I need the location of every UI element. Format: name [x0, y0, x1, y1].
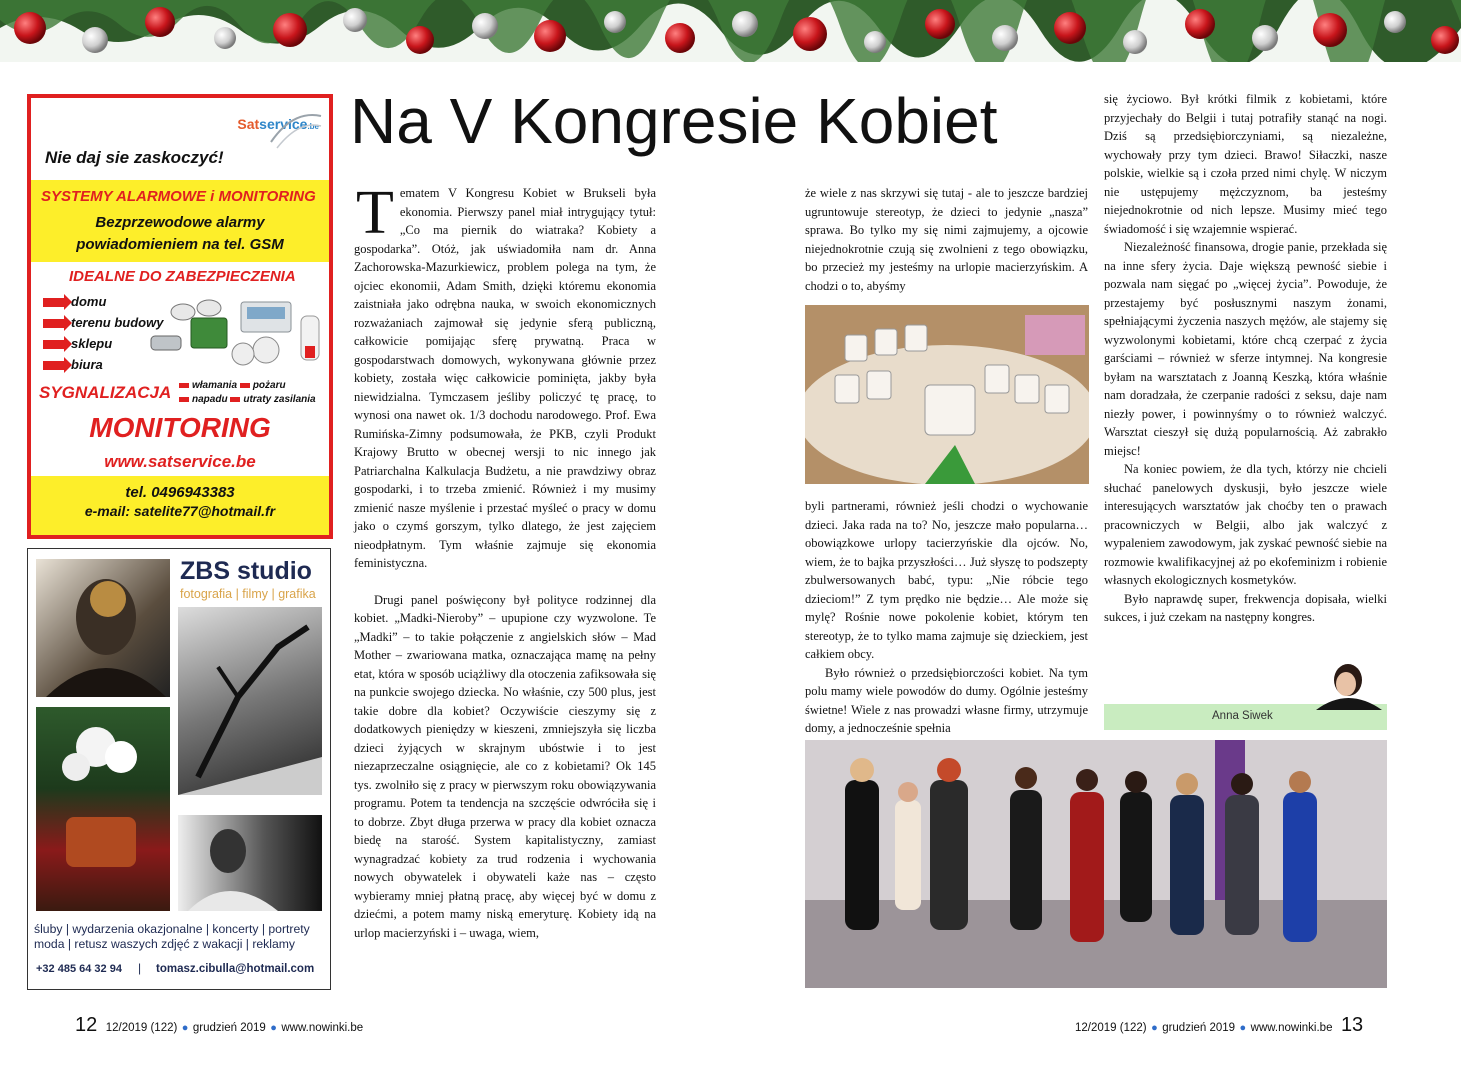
- small-red-arrow-icon: [230, 397, 240, 402]
- red-arrow-icon: [43, 319, 65, 328]
- zbs-email-link[interactable]: tomasz.cibulla@hotmail.com: [156, 963, 315, 975]
- sat-sub1: Bezprzewodowe alarmy: [95, 214, 265, 231]
- small-red-arrow-icon: [240, 383, 250, 388]
- mugs-scene-icon: [805, 305, 1089, 484]
- list-item: biura: [43, 354, 163, 375]
- satservice-advertisement: [27, 94, 333, 539]
- sat-contact-band: [31, 476, 329, 535]
- security-devices-icon: [131, 298, 326, 370]
- garland-decoration-icon: [0, 0, 1461, 62]
- article-paragraph: Na koniec powiem, że dla tych, którzy nie chcieli słuchać panelowych dyskusji, było jeszcze wiele interesujących warsztatów jak choćby ten o prawach pracowniczych w Belgii, albo jak walczyć z wypaleniem zawodowym, jak zyskać pewność siebie na rozmowie kwalifikacyjnej aż po ekofeminizm i robienie własnych ekologicznych kosmetyków.: [1104, 462, 1387, 587]
- photo-mugs-table: [805, 305, 1089, 484]
- sat-tagline: Nie daj sie zaskoczyć!: [45, 148, 224, 167]
- sat-signal-list: włamania pożaru napadu utraty zasilania: [179, 379, 316, 407]
- footer-site-link[interactable]: www.nowinki.be: [281, 1022, 364, 1034]
- zbs-studio-advertisement: [27, 548, 331, 990]
- article-paragraph: Było również o przedsiębiorczości kobiet. Na tym polu mamy wiele powodów do dumy. Ogólnie jesteśmy świetne! Wiele z nas prowadzi własne firmy, utrzymuje domy, a jednocześnie spełnia: [805, 665, 1088, 735]
- zbs-photo-dancer: [178, 607, 322, 795]
- bullet-dot-icon: ●: [1151, 1022, 1158, 1034]
- article-paragraph: Niezależność finansowa, drogie panie, przekłada się na inne sfery życia. Daje większą pewność siebie i pozwala nam sięgać po „więcej życia”. Powoduje, że przestajemy być posłusznymi naszym żonami, spełniającymi życzenia naszych mężów, ale stajemy się wyzwolonymi kobietami, które chcą czerpać z życia garściami – również w sferze intymnej. Na kongresie byłam na warsztatach z Joanną Keszką, która właśnie nam doradzała, że czerpanie radości z seksu, daje nam niezły power, i powinnyśmy o to również walczyć. Warsztat cieszył się dużą popularnością. Aż zabrakło miejsc!: [1104, 240, 1387, 458]
- footer-left: [75, 1014, 363, 1037]
- sat-signal-label: SYGNALIZACJA: [39, 383, 172, 402]
- footer-issue: 12/2019 (122): [105, 1022, 178, 1034]
- list-item: terenu budowy: [43, 312, 163, 333]
- zbs-services-line1: śluby | wydarzenia okazjonalne | koncerty | portrety: [34, 922, 310, 936]
- zbs-photo-bouquet: [36, 707, 170, 911]
- article-column-2: [805, 184, 1088, 295]
- sat-monitoring: MONITORING: [89, 412, 271, 443]
- footer-month: grudzień 2019: [192, 1022, 266, 1034]
- satservice-logo: Satservice.be: [237, 116, 319, 132]
- footer-issue: 12/2019 (122): [1075, 1022, 1147, 1034]
- red-arrow-icon: [43, 298, 65, 307]
- zbs-photo-man: [178, 815, 322, 911]
- satellite-swoosh-icon: [263, 106, 323, 152]
- article-paragraph: byli partnerami, również jeśli chodzi o wychowanie dzieci. Jaka rada na to? No, jeszcze mało popularna… obowiązkowe urlopy tacierzyńskie dla ojców. No, wiem, że to bajka przyszłości… Już słyszę to podszepty zbulwersowanych babć, typu: „Nie róbcie tego dzieciom!” Z tym prędko nie będzie… Ale może się mylę? Rośnie nowe pokolenie kobiet, którym ten stereotyp, że to tylko mama zajmuje się dzieckiem, jest całkiem obcy.: [805, 499, 1088, 661]
- article-title: Na V Kongresie Kobiet: [350, 85, 998, 157]
- sat-phone: tel. 0496943383: [125, 484, 235, 501]
- portrait-silhouette-icon: [36, 559, 170, 697]
- zbs-photo-portrait: [36, 559, 170, 697]
- zbs-title: ZBS studio: [180, 557, 312, 585]
- page-number-right: 13: [1340, 1014, 1364, 1036]
- drop-cap: T: [356, 179, 394, 247]
- zbs-services-line2: moda | retusz waszych zdjęć z wakacji | reklamy: [34, 937, 295, 951]
- sat-sub2: powiadomieniem na tel. GSM: [76, 236, 284, 253]
- article-column-1: [354, 179, 656, 942]
- author-name: Anna Siwek: [1212, 710, 1273, 722]
- sat-heading-ideal: IDEALNE DO ZABEZPIECZENIA: [69, 268, 296, 285]
- article-paragraph: Tematem V Kongresu Kobiet w Brukseli była ekonomia. Pierwszy panel miał intrygujący tytuł: „Co ma piernik do wiatraka? Kobiety a gospodarka”. Otóż, jak uświadomiła nam dr. Anna Zachorowska-Mazurkiewicz, problem polega na tym, że ojciec ekonomii, Adam Smith, dzięki któremu ekonomia zaistniała jako odrębna nauka, w swoich ekonomicznych rozważaniach zajmował się jedynie sferą publiczną, całkowicie pomijając sferę prywatną. Praca w gospodarstwach domowych, wykonywana głównie przez kobiety, została więc całkowicie pominięta, jakby była niewidzialna. Tymczasem jeśliby policzyć tę pracę, to wynosi ona nawet ok. 1/3 dochodu narodowego. Prof. Ewa Rumińska-Zimny podsumowała, że PKB, czyli Produkt Krajowy Brutto w obecnej wersji to nic innego jak Patriarchalna Kalkulacja Budżetu, a nie prawdziwy obraz gospodarki, i to trzeba zmienić. Również i my musimy zmienić nasze myślenie i przestać myśleć o pracy w domu jako o czymś gorszym, tylko dlatego, że jest zajęciem nieodpłatnym. Tym właśnie zajmuje się ekonomia feministyczna.: [354, 179, 656, 570]
- list-item: domu: [43, 291, 163, 312]
- group-photo-scene-icon: [805, 740, 1387, 988]
- bullet-dot-icon: ●: [1239, 1022, 1247, 1034]
- footer-month: grudzień 2019: [1162, 1022, 1236, 1034]
- small-red-arrow-icon: [179, 383, 189, 388]
- sat-yellow-band: [31, 180, 329, 262]
- zbs-separator: |: [138, 961, 142, 975]
- footer-right: [1075, 1014, 1363, 1037]
- red-arrow-icon: [43, 340, 65, 349]
- dancer-figure-icon: [178, 607, 322, 795]
- article-column-3: [1104, 90, 1387, 627]
- bouquet-icon: [36, 707, 170, 911]
- bullet-dot-icon: ●: [181, 1022, 189, 1034]
- author-avatar-icon: [1312, 660, 1384, 710]
- page-number-left: 12: [75, 1014, 98, 1036]
- article-paragraph: się życiowo. Był krótki filmik z kobietami, które przyjechały do Belgii i tutaj potrafiły stanąć na nogi. Dziś są przedsiębiorczyniami, są niezależne, wychowały przy tym dzieci. Brawo! Siłaczki, nasze polskie, wielkie są i czoła przed nimi chylę. W niczym nie ustępujemy mężczyznom, ba jesteśmy niejednokrotnie od nich lepsze. Musimy mieć tego świadomość i się wzajemnie wspierać.: [1104, 92, 1387, 236]
- small-red-arrow-icon: [179, 397, 189, 402]
- sat-email-link[interactable]: e-mail: satelite77@hotmail.fr: [84, 503, 276, 519]
- list-item: sklepu: [43, 333, 163, 354]
- sat-website-link[interactable]: www.satservice.be: [104, 452, 256, 471]
- photo-group-women: [805, 740, 1387, 988]
- article-paragraph: że wiele z nas skrzywi się tutaj - ale to jeszcze bardziej ugruntowuje stereotyp, że dzieci to jedynie „nasza” sprawa. Bo tylko my się nimi zajmujemy, a ojcowie niejednokrotnie czują się zwolnieni z tego obowiązku, bo przecież my jesteśmy na urlopie macierzyńskim. A chodzi o to, abyśmy: [805, 186, 1088, 293]
- sat-heading-systems: SYSTEMY ALARMOWE i MONITORING: [41, 188, 316, 205]
- bullet-dot-icon: ●: [270, 1022, 277, 1034]
- footer-site-link[interactable]: www.nowinki.be: [1250, 1022, 1333, 1034]
- zbs-phone: +32 485 64 32 94: [36, 963, 122, 975]
- man-portrait-icon: [178, 815, 322, 911]
- red-arrow-icon: [43, 361, 65, 370]
- article-paragraph: Było naprawdę super, frekwencja dopisała, wielki sukces, i już czekam na następny kongres.: [1104, 591, 1387, 624]
- article-paragraph: Drugi panel poświęcony był polityce rodzinnej dla kobiet. „Madki-Nieroby” – upupione czy wyzwolone. Te „Madki” – to takie połączenie z angielskich słów – Mad Mother – zwariowana matka, oznaczająca mamę na pełny etat, która w sposób uciążliwy dla otoczenia zafiksowała się na punkcie swojego dziecka. No właśnie, czy 500 plus, jest takie dobre dla kobiet? Oczywiście cieszymy się z dodatkowych pieniędzy w kieszeni, zmniejszyła się liczba dzieci żyjących w skrajnym ubóstwie i to jest niezaprzeczalne osiągnięcie, ale co z kobietami? Ok 145 tys. zwolniło się z pracy w pierwszym roku obowiązywania programu. Potem ta tendencja na szczęście odwróciła się i to dobrze. Zbyt długa przerwa w pracy dla kobiet oznacza biedę na starość. System kapitalistyczny, zamiast wynagradzać kobiety za trud rodzenia i wychowania nowych obywatelek i obywateli każe nas – często wybieramy mniej płatną pracę, aby więcej być w domu z dziećmi, a potem mamy niską emeryturę. Kobiety idą na urlop macierzyński i – uwaga, wiem,: [354, 592, 656, 940]
- christmas-garland-header: [0, 0, 1461, 62]
- article-column-2b: [805, 497, 1088, 738]
- zbs-subtitle: fotografia | filmy | grafika: [180, 587, 316, 601]
